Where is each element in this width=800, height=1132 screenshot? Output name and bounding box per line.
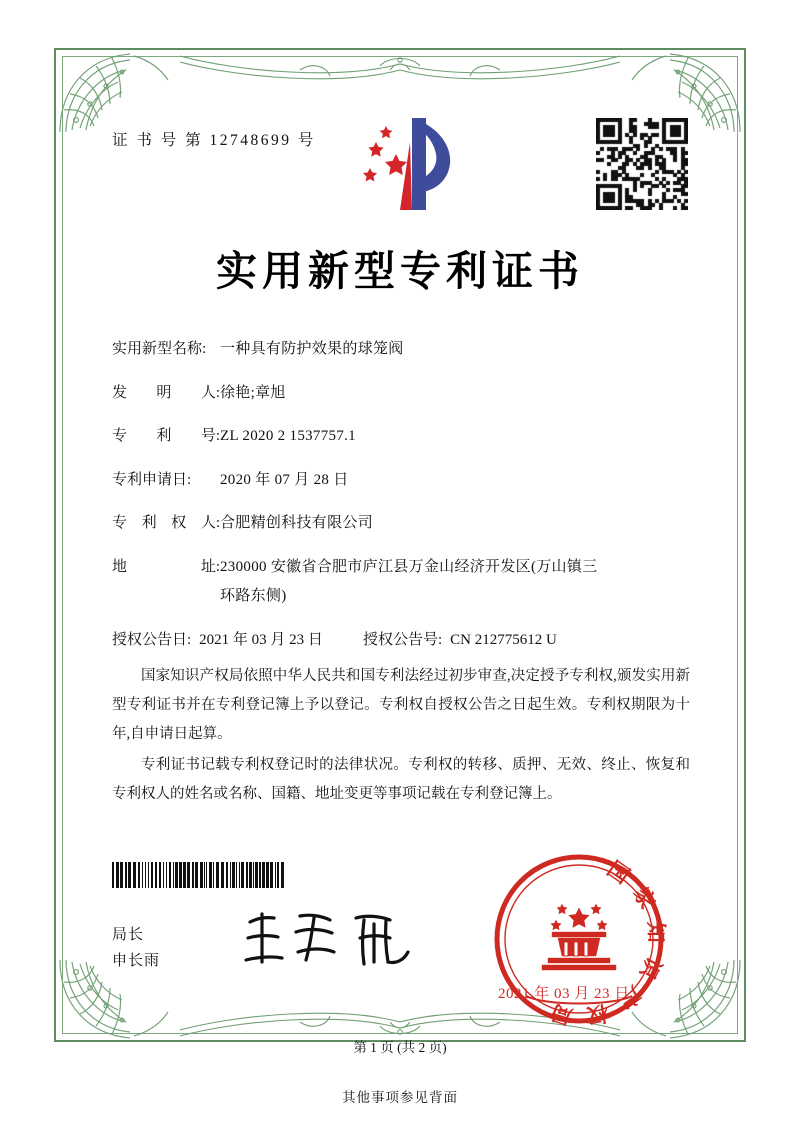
field-label-char: 利 [141,515,157,531]
official-seal [486,846,672,1032]
announcement-date-label: 授权公告日: [112,631,192,648]
edge-ornament-top-icon [180,50,620,96]
field-label [112,512,220,535]
signature-labels [112,922,160,975]
field-label-char: 权 [171,515,187,531]
field-row-address [112,556,692,608]
field-value: 2020 年 07 月 28 日 [220,471,349,488]
announcement-number-value: CN 212775612 U [450,631,557,648]
field-row-application-date [112,469,692,492]
field-row-patentee [112,512,692,535]
legal-text-block [112,662,690,811]
field-value: 一种具有防护效果的球笼阀 [220,341,404,357]
announcement-number-label: 授权公告号: [362,631,443,648]
field-label-char: 地 [112,558,128,575]
field-value-line2: 环路东侧) [220,588,287,604]
director-title-label: 局长 [112,927,145,943]
corner-ornament-top-left-icon [56,50,176,136]
field-value: 徐艳;章旭 [220,384,286,401]
field-label [112,425,220,448]
page-title: 实用新型专利证书 [216,247,584,295]
field-row-patent-number [112,425,692,448]
cnipa-logo-icon [352,112,460,216]
field-label-char: 明 [156,384,172,401]
field-label-char: 发 [112,384,128,401]
field-label: 实用新型名称: [112,341,207,357]
field-row-announcement [112,629,692,652]
announcement-date-value: 2021 年 03 月 23 日 [199,631,323,648]
director-name-label: 申长雨 [112,953,161,970]
field-value-line1: 230000 安徽省合肥市庐江县万金山经济开发区(万山镇三 [220,558,598,575]
field-label-char: 址: [200,558,220,575]
field-label-char: 专 [112,428,128,444]
field-label-char: 号: [200,428,220,444]
seal-date: 2021 年 03 月 23 日 [498,986,630,1002]
field-row-utility-model-name [112,338,692,361]
certificate-number: 证 书 号 第 12748699 号 [112,132,316,149]
field-row-inventor [112,382,692,405]
field-label-char: 人: [200,515,220,531]
field-value: 合肥精创科技有限公司 [220,515,374,531]
field-label-char: 专 [112,515,128,531]
field-label: 专利申请日: [112,471,192,488]
field-label [112,382,220,405]
barcode [112,862,285,888]
legal-paragraph-2: 专利证书记载专利权登记时的法律状况。专利权的转移、质押、无效、终止、恢复和专利权人的姓名或名称、国籍、地址变更等事项记载在专利登记簿上。 [112,757,690,802]
announcement-pair [112,629,692,652]
field-label-char: 人: [200,384,220,401]
field-value: ZL 2020 2 1537757.1 [220,428,356,444]
field-label [112,556,220,579]
field-value [220,556,692,608]
legal-paragraph-1: 国家知识产权局依照中华人民共和国专利法经过初步审查,决定授予专利权,颁发实用新型专利证书并在专利登记簿上予以登记。专利权自授权公告之日起生效。专利权期限为十年,自申请日起算。 [112,668,690,742]
svg-text:国家知识产权局: 国家知识产权局 [536,855,670,1031]
footer-note: 其他事项参见背面 [342,1090,458,1105]
page-indicator: 第 1 页 (共 2 页) [353,1040,447,1055]
fields-list [112,338,692,672]
director-handwritten-signature [238,902,418,974]
qr-code [596,118,688,210]
field-label-char: 利 [156,428,172,444]
